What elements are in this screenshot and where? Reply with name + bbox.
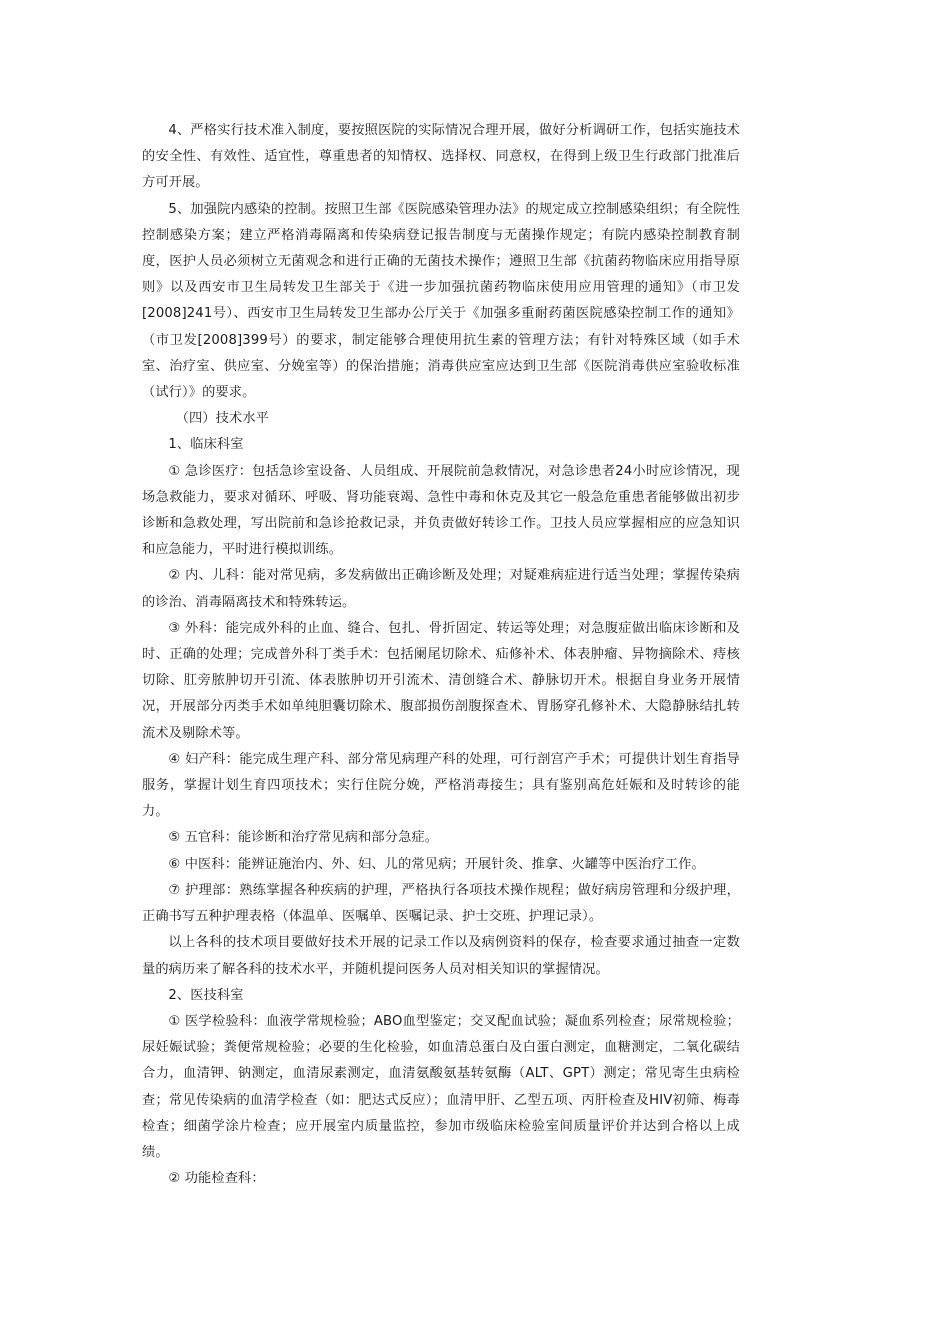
- paragraph-tcm: ⑥ 中医科：能辨证施治内、外、妇、儿的常见病；开展针灸、推拿、火罐等中医治疗工作。: [168, 856, 705, 872]
- section-heading-technical-level: （四）技术水平: [175, 411, 270, 427]
- paragraph-infection-control: 5、加强院内感染的控制。按照卫生部《医院感染管理办法》的规定成立控制感染组织；有全院性控制感染方案；建立严格消毒隔离和传染病登记报告制度与无菌操作规定；有院内感染控制教育制度，医护人员必须树立无菌观念和进行正确的无菌技术操作；遵照卫生部《抗菌药物临床应用指导原则》以及西安市卫生局转发卫生部关于《进一步加强抗菌药物临床使用应用管理的通知》（市卫发[2008]241号）、西安市卫生局转发卫生部办公厅关于《加强多重耐药菌医院感染控制工作的通知》（市卫发[2008]399号）的要求，制定能够合理使用抗生素的管理方法；有针对特殊区域（如手术室、治疗室、供应室、分娩室等）的保治措施；消毒供应室应达到卫生部《医院消毒供应室验收标准（试行）》的要求。: [142, 201, 740, 401]
- paragraph-emergency: ① 急诊医疗：包括急诊室设备、人员组成、开展院前急救情况，对急诊患者24小时应诊情况，现场急救能力，要求对循环、呼吸、肾功能衰竭、急性中毒和休克及其它一般急危重患者能够做出初步诊断和急救处理，写出院前和急诊抢救记录，并负责做好转诊工作。卫技人员应掌握相应的应急知识和应急能力，平时进行模拟训练。: [142, 463, 740, 558]
- paragraph-technology-access: 4、严格实行技术准入制度，要按照医院的实际情况合理开展，做好分析调研工作，包括实施技术的安全性、有效性、适宜性，尊重患者的知情权、选择权、同意权，在得到上级卫生行政部门批准后方可开展。: [142, 123, 740, 191]
- subsection-heading-clinical: 1、临床科室: [168, 437, 244, 453]
- paragraph-laboratory: ① 医学检验科：血液学常规检验；ABO血型鉴定；交叉配血试验；凝血系列检查；尿常规检验；尿妊娠试验；粪便常规检验；必要的生化检验，如血清总蛋白及白蛋白测定，血糖测定，二氧化碳结合力，血清钾、钠测定，血清尿素测定，血清氨酸氨基转氨酶（ALT、GPT）测定；常见寄生虫病检查；常见传染病的血清学检查（如：肥达式反应）；血清甲肝、乙型五项、丙肝检查及HIV初筛、梅毒检查；细菌学涂片检查；应开展室内质量监控，参加市级临床检验室间质量评价并达到合格以上成绩。: [142, 1013, 740, 1160]
- paragraph-records-summary: 以上各科的技术项目要做好技术开展的记录工作以及病例资料的保存，检查要求通过抽查一定数量的病历来了解各科的技术水平，并随机提问医务人员对相关知识的掌握情况。: [142, 935, 740, 977]
- paragraph-functional-exam: ② 功能检查科：: [168, 1171, 265, 1187]
- paragraph-surgery: ③ 外科：能完成外科的止血、缝合、包扎、骨折固定、转运等处理；对急腹症做出临床诊断和及时、正确的处理；完成普外科丁类手术：包括阑尾切除术、疝修补术、体表肿瘤、异物摘除术、痔核切除、肛旁脓肿切开引流、体表脓肿切开引流术、清创缝合术、静脉切开术。根据自身业务开展情况，开展部分丙类手术如单纯胆囊切除术、腹部损伤剖腹探查术、胃肠穿孔修补术、大隐静脉结扎转流术及剔除术等。: [142, 620, 740, 741]
- document-body: [142, 118, 740, 1192]
- subsection-heading-medical-tech: 2、医技科室: [168, 987, 244, 1003]
- paragraph-ent: ⑤ 五官科：能诊断和治疗常见病和部分急症。: [168, 830, 439, 846]
- paragraph-obstetrics: ④ 妇产科：能完成生理产科、部分常见病理产科的处理，可行剖宫产手术；可提供计划生育指导服务，掌握计划生育四项技术；实行住院分娩，严格消毒接生；具有鉴别高危妊娠和及时转诊的能力。: [142, 751, 740, 820]
- paragraph-nursing: ⑦ 护理部：熟练掌握各种疾病的护理，严格执行各项技术操作规程；做好病房管理和分级护理，正确书写五种护理表格（体温单、医嘱单、医嘱记录、护士交班、护理记录）。: [142, 882, 740, 925]
- paragraph-internal-pediatrics: ② 内、儿科：能对常见病，多发病做出正确诊断及处理；对疑难病症进行适当处理；掌握传染病的诊治、消毒隔离技术和特殊转运。: [142, 568, 740, 610]
